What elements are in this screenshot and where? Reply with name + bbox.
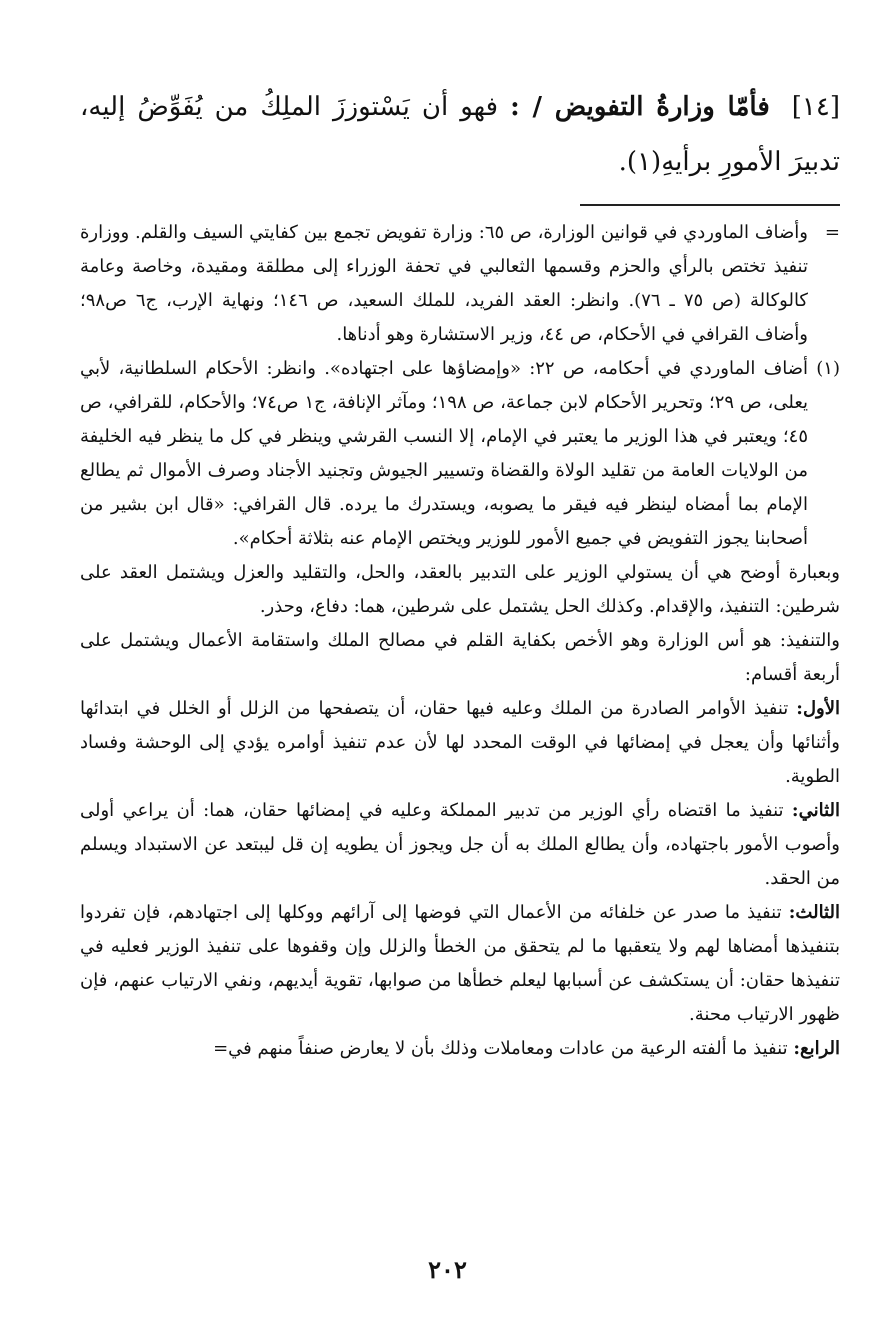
- third-label: الثالث:: [788, 902, 840, 923]
- continuation-marker: =: [824, 222, 840, 243]
- first-text: تنفيذ الأوامر الصادرة من الملك وعليه فيها حقان، أن يتصفحها من الزلل أو الخلل في ابتدائها وأثنائها وأن يعجل في إمضائها في الوقت المحدد لها لأن عدم تنفيذ أوامره يؤدي إلى الوحشة وفساد الطوية.: [80, 698, 840, 787]
- footnote-1-text: أضاف الماوردي في أحكامه، ص ٢٢: «وإمضاؤها على اجتهاده». وانظر: الأحكام السلطانية، لأبي يعلى، ص ٢٩؛ وتحرير الأحكام لابن جماعة، ص ١٩٨؛ ومآثر الإنافة، ج١ ص٧٤؛ والأحكام، للقرافي، ص ٤٥؛ ويعتبر في هذا الوزير ما يعتبر في الإمام، إلا النسب القرشي وينظر في كل ما ينظر فيه الخليفة من الولايات العامة من تقليد الولاة والقضاة وتسيير الجيوش وتجنيد الأجناد وصرف الأموال ثم يطالع الإمام بما أمضاه لينظر فيه فيقر ما يصوبه، ويستدرك ما يرده. قال القرافي: «قال ابن بشير من أصحابنا يجوز التفويض في جميع الأمور للوزير ويختص الإمام عنه بثلاثة أحكام».: [80, 358, 809, 549]
- footnote-divider: [580, 204, 840, 206]
- first-label: الأول:: [796, 698, 840, 719]
- continuation-text: وأضاف الماوردي في قوانين الوزارة، ص ٦٥: وزارة تفويض تجمع بين كفايتي السيف والقلم. ووزارة تنفيذ تختص بالرأي والحزم وقسمها الثعالبي في تحفة الوزراء إلى مطلقة ومقيدة، وخاصة وعامة كالوكالة (ص ٧٥ ـ ٧٦). وانظر: العقد الفريد، للملك السعيد، ص ١٤٦؛ ونهاية الإرب، ج٦ ص٩٨؛ وأضاف القرافي في الأحكام، ص ٤٤، وزير الاستشارة وهو أدناها.: [80, 222, 809, 345]
- paragraph-fourth: [80, 1032, 840, 1066]
- section-body: فهو أن يَسْتوززَ الملِكُ من يُفَوِّضُ إليه، تدبيرَ الأمورِ برأيهِ: [80, 92, 840, 177]
- paragraph-tanfidh: والتنفيذ: هو أس الوزارة وهو الأخص بكفاية القلم في مصالح الملك واستقامة الأعمال ويشتمل على أربعة أقسام:: [80, 630, 840, 685]
- footnote-continuation: [80, 216, 840, 352]
- footnote-ref: (١).: [618, 147, 662, 177]
- second-label: الثاني:: [791, 800, 840, 821]
- third-text: تنفيذ ما صدر عن خلفائه من الأعمال التي فوضها إلى آرائهم ووكلها إلى اجتهادهم، فإن تفردوا بتنفيذها أمضاها لهم ولا يتعقبها ما لم يتحقق من الخطأ والزلل وإن وقفوها على تنفيذ الوزير فعليه في تنفيذها حقان: أن يستكشف عن أسبابها ليعلم خطأها من صوابها، تقوية أيديهم، ونفي الارتياب عنهم، فإن ظهور الارتياب محنة.: [80, 902, 840, 1025]
- footnote-1-marker: (١): [816, 358, 840, 379]
- page-number: ٢٠٢: [428, 1255, 467, 1284]
- footnote-1: [80, 352, 840, 556]
- fourth-label: الرابع:: [793, 1038, 840, 1059]
- second-text: تنفيذ ما اقتضاه رأي الوزير من تدبير المملكة وعليه في إمضائها حقان، هما: أن يراعي أولى وأصوب الأمور باجتهاده، وأن يطالع الملك به أن جل ويجوز أن يطويه إن قل ليبتعد عن الاستبداد ويسلم من الحقد.: [80, 800, 840, 889]
- paragraph-third: [80, 896, 840, 1032]
- paragraph-second: [80, 794, 840, 896]
- page-body: [80, 80, 840, 1066]
- paragraph-wa-ibara: وبعبارة أوضح هي أن يستولي الوزير على التدبير بالعقد، والحل، والتقليد والعزل ويشتمل العقد على شرطين: التنفيذ، والإقدام. وكذلك الحل يشتمل على شرطين، هما: دفاع، وحذر.: [80, 562, 840, 617]
- paragraph-first: [80, 692, 840, 794]
- section-number: [١٤]: [791, 92, 840, 122]
- main-text: [80, 80, 840, 190]
- section-lead: فأمّا وزارةُ التفويض / :: [510, 92, 770, 122]
- fourth-text: تنفيذ ما ألفته الرعية من عادات ومعاملات وذلك بأن لا يعارض صنفاً منهم في=: [213, 1038, 788, 1059]
- footnotes: [80, 216, 840, 1066]
